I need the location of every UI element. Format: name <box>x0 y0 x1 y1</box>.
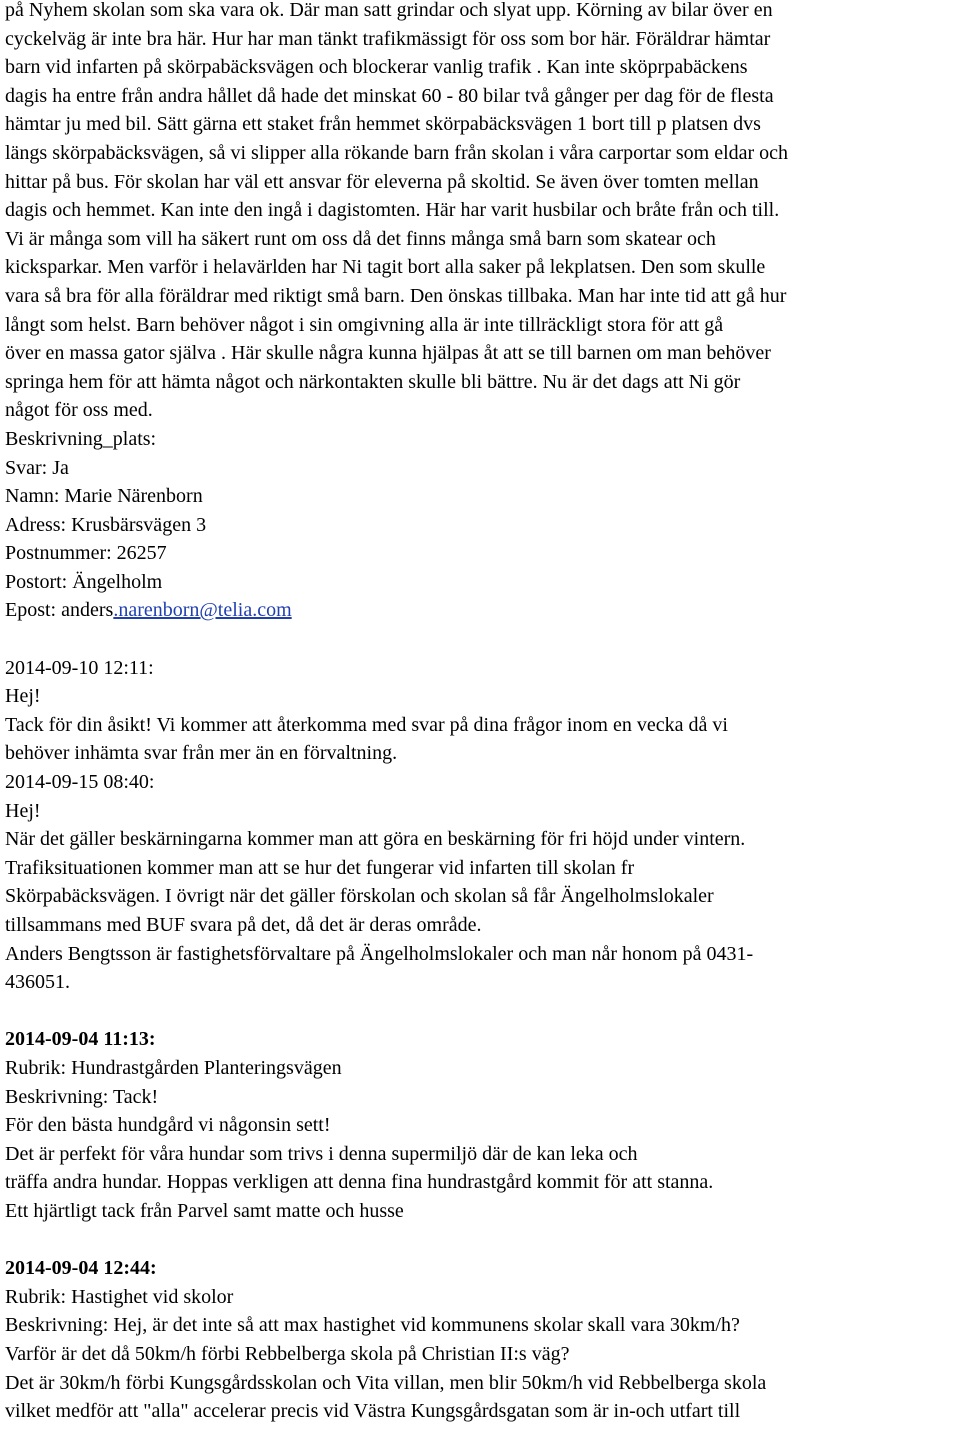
paragraph-line: något för oss med. <box>5 399 153 422</box>
reply-line: Tack för din åsikt! Vi kommer att återkomma med svar på dina frågor inom en vecka då vi <box>5 713 728 736</box>
reply-line: 436051. <box>5 971 70 994</box>
paragraph-line: vara så bra för alla föräldrar med riktigt små barn. Den önskas tillbaka. Man har inte tid att gå hur <box>5 284 787 307</box>
entry-line: Beskrivning: Hej, är det inte så att max hastighet vid kommunens skolar skall vara 30km/h? <box>5 1314 740 1337</box>
email-link[interactable]: .narenborn@telia.com <box>113 599 292 622</box>
spacer <box>5 997 957 1026</box>
paragraph-line: hittar på bus. För skolan har väl ett ansvar för eleverna på skoltid. Se även över tomten mellan <box>5 170 759 193</box>
entry-block <box>5 1025 957 1225</box>
entry-line: vilket medför att "alla" accelerar precis vid Västra Kungsgårdsgatan som är in-och utfart till <box>5 1400 741 1423</box>
entry-line: Ett hjärtligt tack från Parvel samt matte och husse <box>5 1199 404 1222</box>
paragraph-line: kicksparkar. Men varför i helavärlden har Ni tagit bort alla saker på lekplatsen. Den som skulle <box>5 256 766 279</box>
reply-timestamp: 2014-09-15 08:40: <box>5 771 155 794</box>
entry-line: Det är perfekt för våra hundar som trivs i denna supermiljö där de kan leka och <box>5 1142 638 1165</box>
location-description-label: Beskrivning_plats: <box>5 427 157 450</box>
entry-line: Beskrivning: Tack! <box>5 1085 159 1108</box>
postal-code-field: Postnummer: 26257 <box>5 542 167 565</box>
reply-line: Skörpabäcksvägen. I övrigt när det gäller förskolan och skolan så får Ängelholmslokaler <box>5 885 714 908</box>
reply-line: Hej! <box>5 685 41 708</box>
name-field: Namn: Marie Närenborn <box>5 485 203 508</box>
reply-block <box>5 654 957 768</box>
paragraph-line: dagis och hemmet. Kan inte den ingå i dagistomten. Här har varit husbilar och bråte från och till. <box>5 199 780 222</box>
entry-line: För den bästa hundgård vi någonsin sett! <box>5 1114 331 1137</box>
reply-line: När det gäller beskärningarna kommer man att göra en beskärning för fri höjd under vintern. <box>5 828 746 851</box>
email-prefix: Epost: anders <box>5 599 114 622</box>
reply-line: Trafiksituationen kommer man att se hur det fungerar vid infarten till skolan fr <box>5 856 635 879</box>
reply-line: tillsammans med BUF svara på det, då det är deras område. <box>5 914 482 936</box>
entry-block <box>5 1254 957 1426</box>
spacer <box>5 625 957 654</box>
paragraph-line: på Nyhem skolan som ska vara ok. Där man satt grindar och slyat upp. Körning av bilar över en <box>5 0 773 21</box>
reply-block <box>5 768 957 997</box>
comment-paragraph <box>5 0 957 425</box>
entry-line: Det är 30km/h förbi Kungsgårdsskolan och Vita villan, men blir 50km/h vid Rebbelberga skola <box>5 1371 767 1394</box>
entry-line: Rubrik: Hundrastgården Planteringsvägen <box>5 1056 342 1079</box>
document-page <box>5 0 957 1426</box>
paragraph-line: långt som helst. Barn behöver något i sin omgivning alla är inte tillräckligt stora för att gå <box>5 313 724 336</box>
paragraph-line: över en massa gator själva . Här skulle några kunna hjälpas åt att se till barnen om man behöver <box>5 342 771 365</box>
reply-line: behöver inhämta svar från mer än en förvaltning. <box>5 742 398 765</box>
answer-field: Svar: Ja <box>5 456 69 479</box>
email-field <box>5 596 957 625</box>
entry-timestamp: 2014-09-04 11:13: <box>5 1028 156 1051</box>
address-field: Adress: Krusbärsvägen 3 <box>5 513 207 536</box>
paragraph-line: springa hem för att hämta något och närkontakten skulle bli bättre. Nu är det dags att Ni gör <box>5 370 741 393</box>
reply-timestamp: 2014-09-10 12:11: <box>5 656 154 679</box>
paragraph-line: barn vid infarten på skörpabäcksvägen och blockerar vanlig trafik . Kan inte sköprpabäckens <box>5 56 748 79</box>
paragraph-line: cyckelväg är inte bra här. Hur har man tänkt trafikmässigt för oss som bor här. Föräldrar hämtar <box>5 27 771 50</box>
entry-line: Rubrik: Hastighet vid skolor <box>5 1285 234 1308</box>
entry-timestamp: 2014-09-04 12:44: <box>5 1257 157 1280</box>
paragraph-line: Vi är många som vill ha säkert runt om oss då det finns många små barn som skatear och <box>5 227 716 250</box>
spacer <box>5 1226 957 1255</box>
entry-line: Varför är det då 50km/h förbi Rebbelberga skola på Christian II:s väg? <box>5 1342 570 1365</box>
contact-details <box>5 425 957 625</box>
city-field: Postort: Ängelholm <box>5 570 163 593</box>
paragraph-line: hämtar ju med bil. Sätt gärna ett staket från hemmet skörpabäcksvägen 1 bort till p platsen dvs <box>5 113 761 136</box>
paragraph-line: dagis ha entre från andra hållet då hade det minskat 60 - 80 bilar två gånger per dag för de flesta <box>5 84 774 107</box>
entry-line: träffa andra hundar. Hoppas verkligen att denna fina hundrastgård kommit för att stanna. <box>5 1171 714 1194</box>
reply-line: Anders Bengtsson är fastighetsförvaltare på Ängelholmslokaler och man når honom på 0431- <box>5 942 754 965</box>
reply-line: Hej! <box>5 799 41 822</box>
paragraph-line: längs skörpabäcksvägen, så vi slipper alla rökande barn från skolan i våra carportar som eldar och <box>5 141 789 164</box>
